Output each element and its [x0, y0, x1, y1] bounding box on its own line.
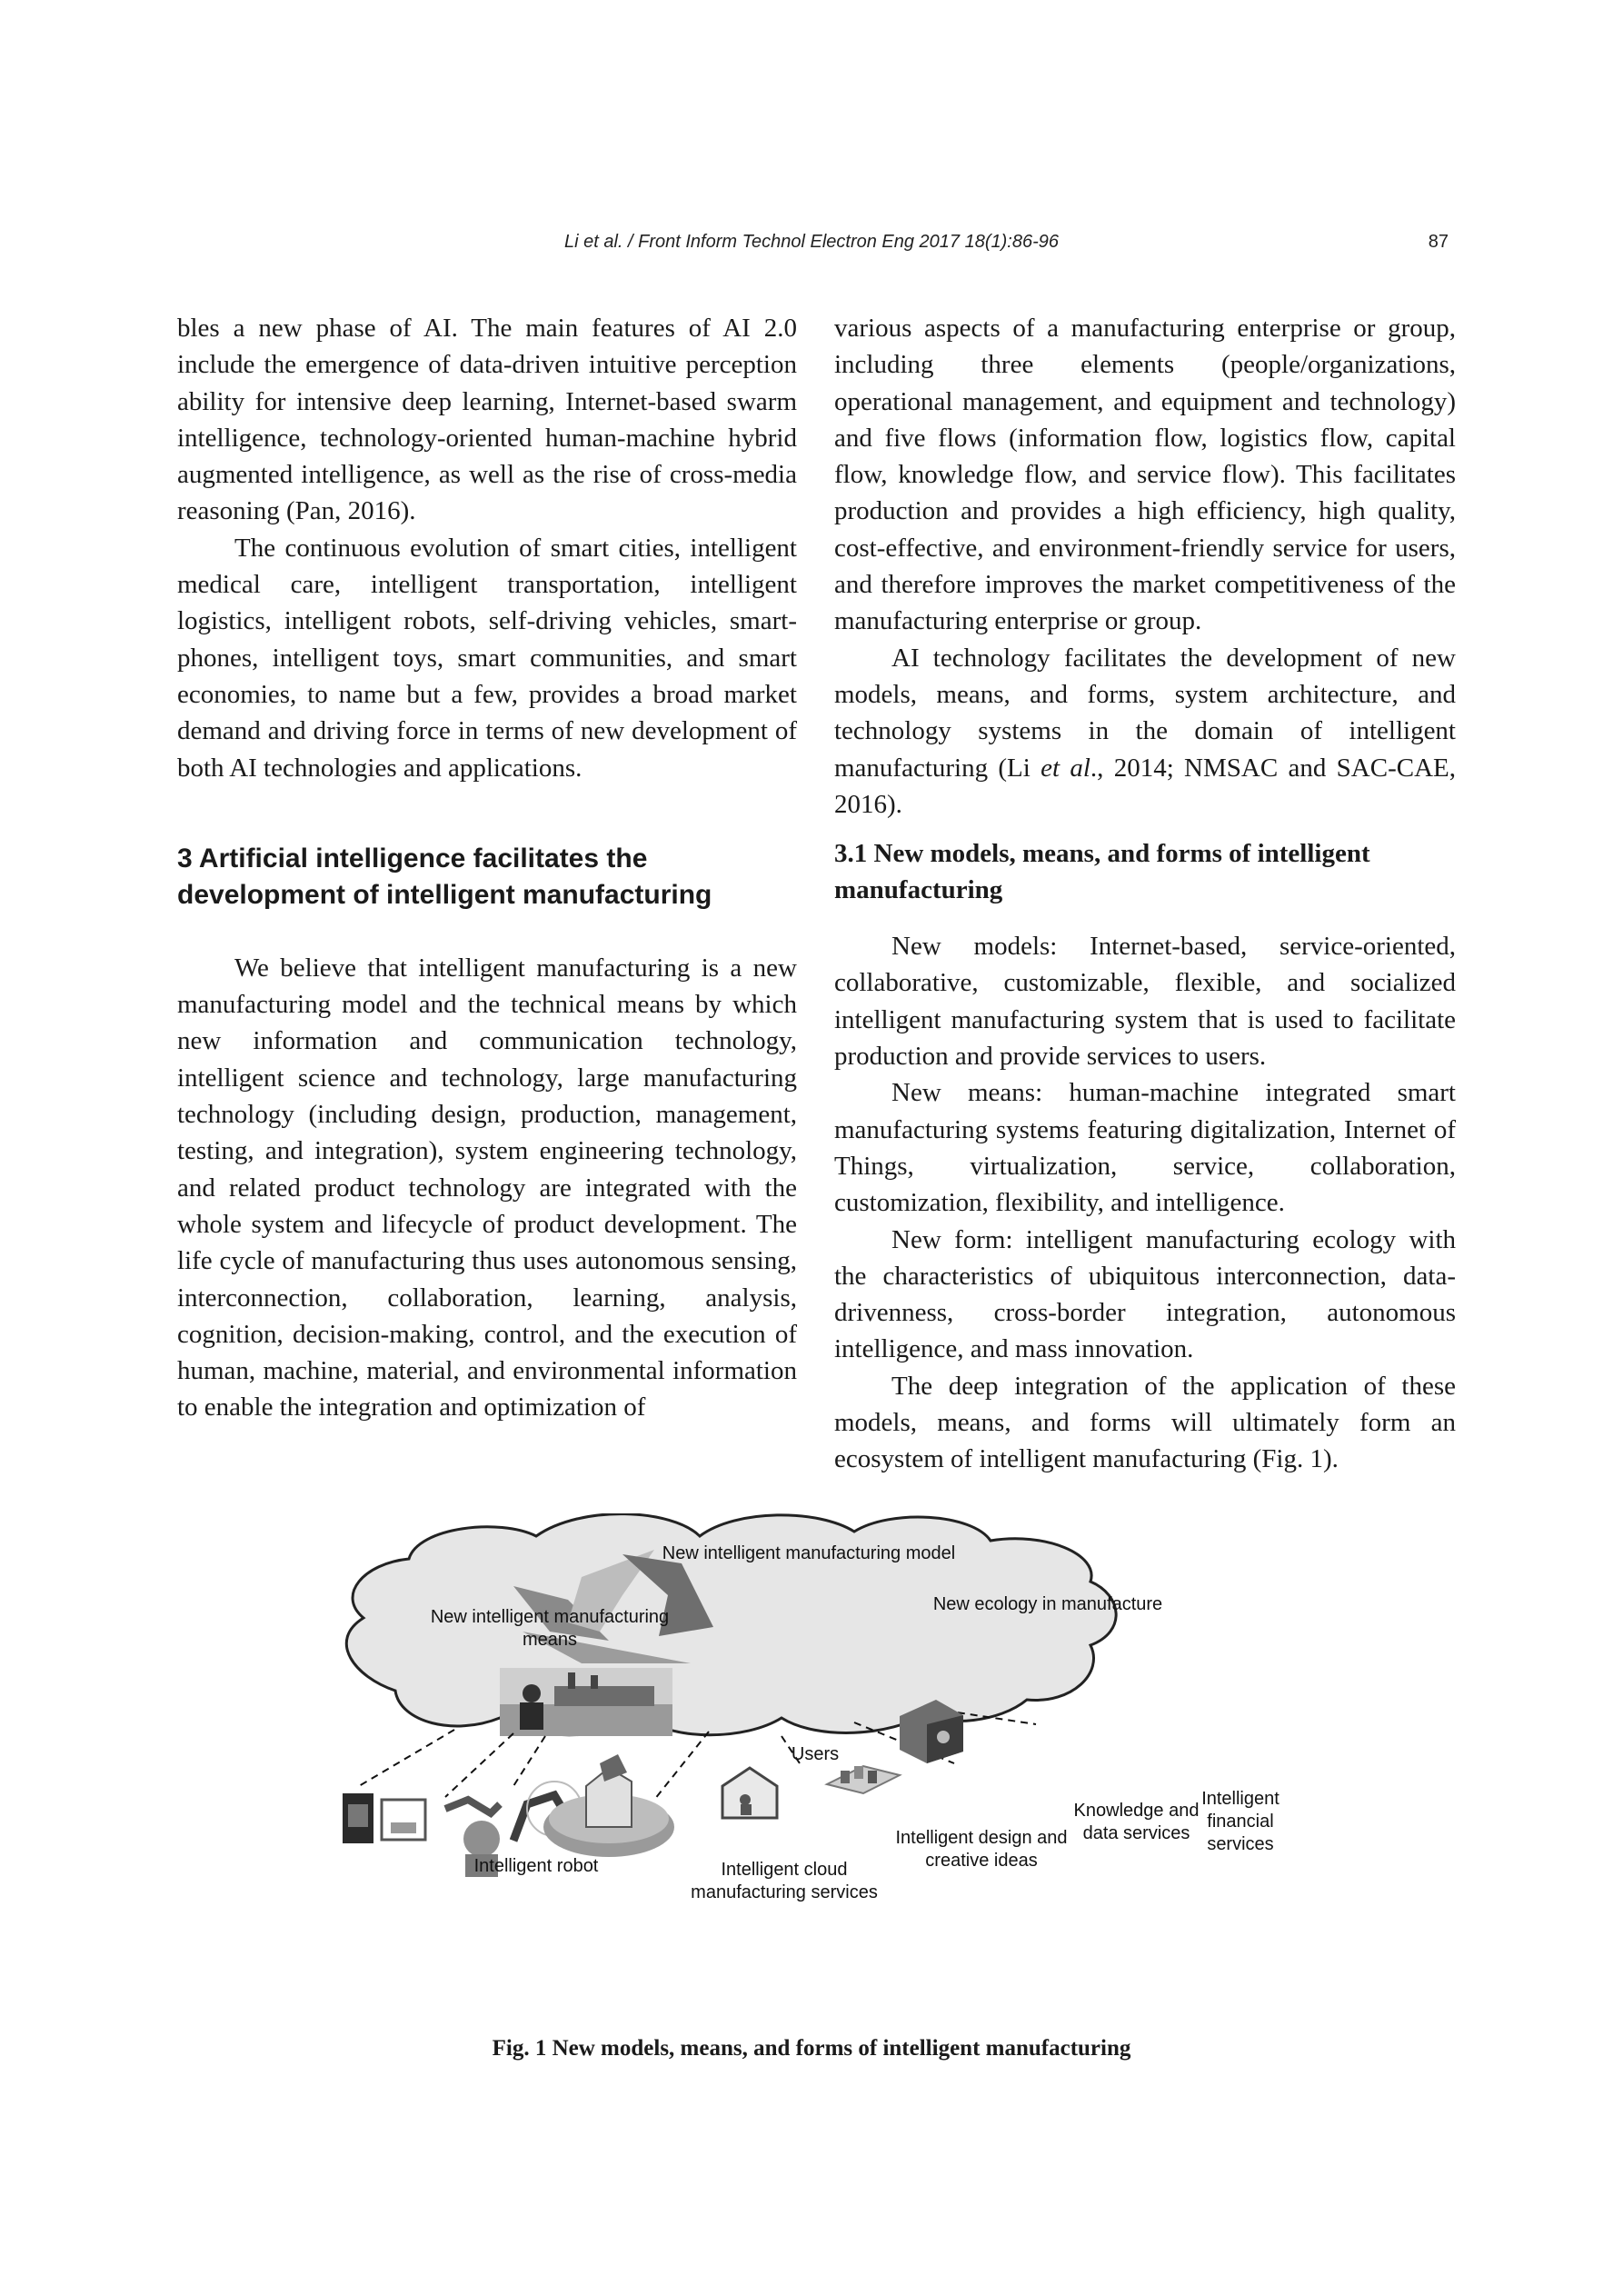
- paragraph-with-citation: [834, 640, 1456, 823]
- label-users: Users: [791, 1744, 840, 1764]
- section-heading: 3 Artificial intelligence facilitates the development of intelligent manufacturing: [177, 843, 712, 910]
- italic-text: et al: [1041, 753, 1090, 783]
- label-ecology: New ecology in manufacture: [932, 1594, 1163, 1614]
- left-column: [177, 310, 797, 1426]
- 3d-printer-icon: [343, 1793, 373, 1843]
- running-header: Li et al. / Front Inform Technol Electron Eng 2017 18(1):86-96: [563, 232, 1059, 252]
- 3d-printer-icon: [382, 1800, 425, 1840]
- paragraph: The continuous evolution of smart cities, intelligent medical care, intelligent transportation, intelligent logistics, intelligent robots, self-driving vehicles, smart-phones, intelligent toys, smart communities, and smart economies, to name but a few, provides a broad market demand and driving force in terms of new development of both AI technologies and applications.: [177, 533, 797, 783]
- paragraph: New form: intelligent manufacturing ecology with the characteristics of ubiquitous interconnection, data-drivenness, cross-border integration, autonomous intelligence, and mass innovation.: [834, 1224, 1456, 1364]
- figure-caption: Fig. 1 New models, means, and forms of intelligent manufacturing: [492, 2036, 1131, 2061]
- figure-1: [309, 1513, 1309, 2050]
- paragraph: New models: Internet-based, service-oriented, collaborative, customizable, flexible, and socialized intelligent manufacturing system that is used to facilitate production and provide services to users.: [834, 932, 1456, 1072]
- label-design: Intelligent design and creative ideas: [895, 1828, 1068, 1871]
- label-financial: Intelligent financial services: [1201, 1789, 1279, 1854]
- cloud-services-icon: [543, 1754, 674, 1857]
- paragraph: New means: human-machine integrated smart manufacturing systems featuring digitalization, Internet of Things, virtualization, service, collaboration, customization, flexibility, and intelligence.: [834, 1078, 1456, 1218]
- label-means: New intelligent manufacturing means: [430, 1607, 670, 1650]
- label-knowledge: Knowledge and data services: [1073, 1801, 1200, 1843]
- subsection-heading: 3.1 New models, means, and forms of intelligent manufacturing: [834, 839, 1370, 905]
- paragraph: The deep integration of the application of these models, means, and forms will ultimately form an ecosystem of intelligent manufacturing (Fig. 1).: [834, 1371, 1456, 1474]
- page-number: 87: [1428, 232, 1449, 252]
- text-span: ., 2014; NMSAC and SAC-CAE, 2016).: [834, 753, 1456, 819]
- paragraph: various aspects of a manufacturing enterprise or group, including three elements (people/organizations, operational management, and equipment and technology) and five flows (information flow, logistics flow, capital flow, knowledge flow, and service flow). This facilitates production and provides a high efficiency, high quality, cost-effective, and environment-friendly service for users, and therefore improves the market competitiveness of the manufacturing enterprise or group.: [834, 314, 1456, 636]
- right-column: [834, 310, 1456, 1478]
- label-robot: Intelligent robot: [473, 1856, 599, 1876]
- design-house-icon: [722, 1768, 777, 1818]
- paragraph: We believe that intelligent manufacturing is a new manufacturing model and the technical means by which new information and communication technology, intelligent science and technology, large manufacturing technology (including design, production, management, testing, and integration), system engineering technology, and related product technology are integrated with the whole system and lifecycle of product development. The life cycle of manufacturing thus uses autonomous sensing, interconnection, collaboration, learning, analysis, cognition, decision-making, control, and the execution of human, machine, material, and environmental information to enable the integration and optimization of: [177, 953, 797, 1423]
- label-model: New intelligent manufacturing model: [662, 1543, 956, 1563]
- label-cloud: Intelligent cloud manufacturing services: [691, 1860, 878, 1902]
- text-span: AI technology facilitates the development of new models, means, and forms, system architecture, and technology systems in the domain of intelligent manufacturing (Li: [834, 643, 1456, 783]
- paragraph: bles a new phase of AI. The main features of AI 2.0 include the emergence of data-driven intuitive perception ability for intensive deep learning, Internet-based swarm intelligence, technology-oriented human-machine hybrid augmented intelligence, as well as the rise of cross-media reasoning (Pan, 2016).: [177, 314, 797, 526]
- database-icon: [827, 1766, 900, 1793]
- factory-photo: [500, 1668, 672, 1736]
